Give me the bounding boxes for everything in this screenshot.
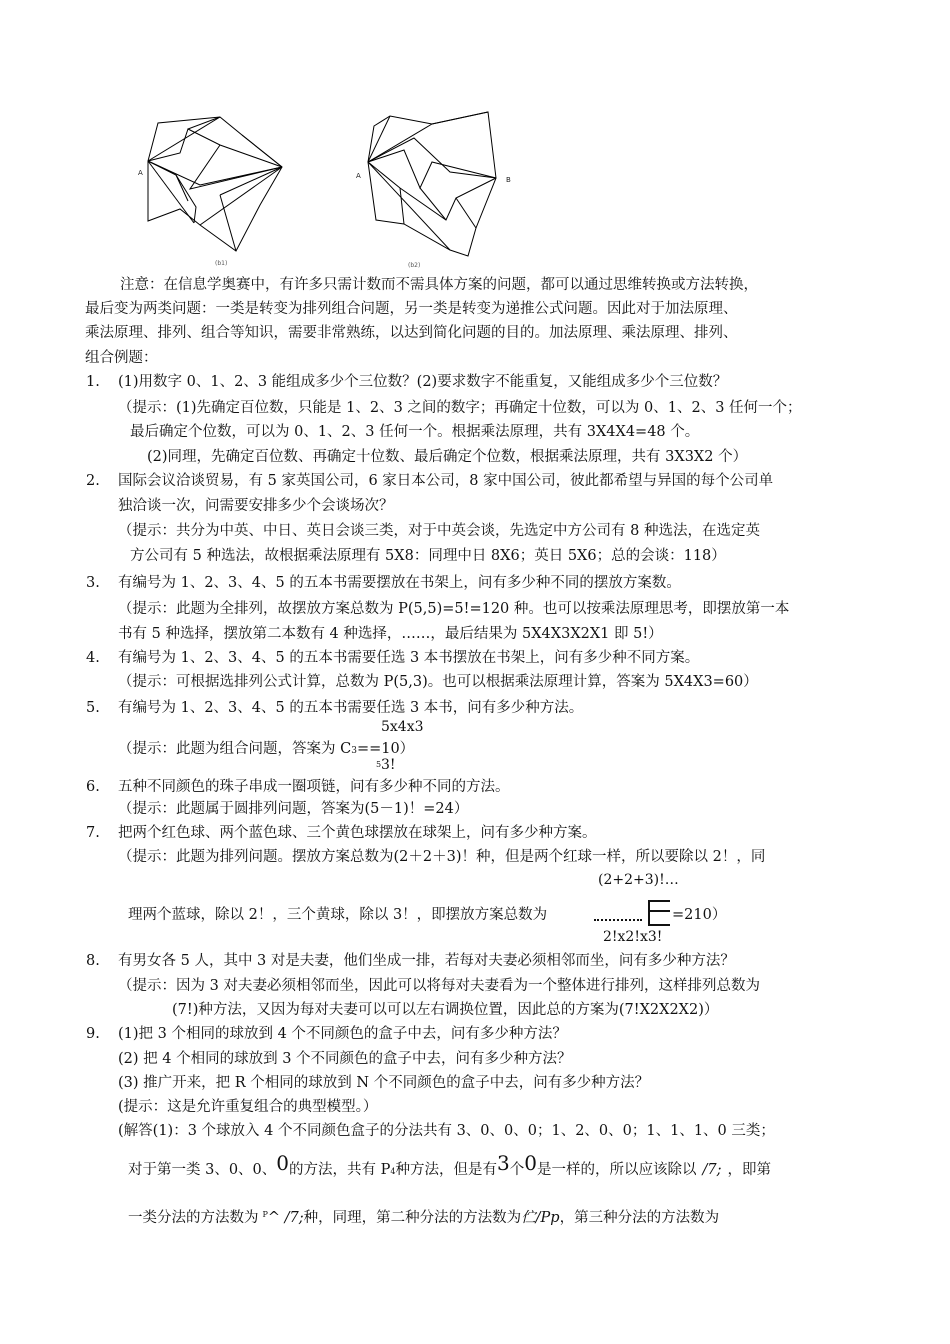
p9-line-6: 对于第一类 3、0、0、0的方法，共有 P4种方法，但是有3个0是一样的，所以应该除以 /7; ，即第 <box>128 1151 771 1178</box>
p2-line-4: 方公司有 5 种选法，故根据乘法原理有 5X8：同理中日 8X6；英日 5X6；总的会谈：118） <box>130 548 726 564</box>
p2-line-2: 独洽谈一次，问需要安排多少个会谈场次？ <box>118 498 394 514</box>
p9-line-1: (1)把 3 个相同的球放到 4 个不同颜色的盒子中去，问有多少种方法？ <box>118 1026 567 1042</box>
p7-bracket-mark <box>648 900 670 926</box>
intro-line-4: 组合例题： <box>85 350 158 366</box>
graph-left-drawing <box>140 105 300 255</box>
p1-line-4: (2)同理，先确定百位数、再确定十位数、最后确定个位数，根据乘法原理，共有 3X3X2 个） <box>147 449 748 465</box>
p7-line-1: 把两个红色球、两个蓝色球、三个黄色球摆放在球架上，问有多少种方案。 <box>118 825 597 841</box>
p6-line-1: 五种不同颜色的珠子串成一圈项链，问有多少种不同的方法。 <box>118 779 510 795</box>
fig-left-caption: (b1) <box>215 260 228 267</box>
p9-line-3: (3) 推广开来，把 R 个相同的球放到 N 个不同颜色的盒子中去，问有多少种方法？ <box>118 1075 650 1091</box>
p6-line-2: （提示：此题属于圆排列问题，答案为(5－1)！=24） <box>118 801 469 817</box>
p5-fraction-denominator: 3! <box>381 757 396 773</box>
p8-line-1: 有男女各 5 人，其中 3 对是夫妻，他们坐成一排，若每对夫妻必须相邻而坐，问有多少种方法？ <box>118 953 735 969</box>
p1-line-3: 最后确定个位数，可以为 0、1、2、3 任何一个。根据乘法原理，共有 3X4X4=48 个。 <box>130 424 700 440</box>
problem-number-4: 4. <box>86 650 100 666</box>
p7-line-2: （提示：此题为排列问题。摆放方案总数为(2＋2＋3)！种，但是两个红球一样，所以要除以 2！，同 <box>118 849 766 865</box>
p4-line-1: 有编号为 1、2、3、4、5 的五本书需要任选 3 本书摆放在书架上，问有多少种不同方案。 <box>118 650 700 666</box>
p9-line-5: (解答(1)：3 个球放入 4 个不同颜色盒子的分法共有 3、0、0、0；1、2、0、0；1、1、1、0 三类； <box>118 1123 775 1139</box>
p4-line-2: （提示：可根据选排列公式计算，总数为 P(5,3)。也可以根据乘法原理计算，答案为 5X4X3=60） <box>118 674 758 690</box>
p5-fraction-prefix: 5 <box>376 760 382 769</box>
intro-line-3: 乘法原理、排列、组合等知识，需要非常熟练，以达到简化问题的目的。加法原理、乘法原理、排列、 <box>85 325 738 341</box>
fig-right-label-b: B <box>506 176 511 184</box>
graph-figure-right <box>356 110 511 269</box>
problem-number-6: 6. <box>86 779 100 795</box>
problem-number-8: 8. <box>86 953 100 969</box>
problem-number-9: 9. <box>86 1026 100 1042</box>
intro-line-2: 最后变为两类问题：一类是转变为排列组合问题，另一类是转变为递推公式问题。因此对于加法原理、 <box>85 301 738 317</box>
p3-line-3: 书有 5 种选择，摆放第二本数有 4 种选择，……，最后结果为 5X4X3X2X1 即 5!） <box>118 626 663 642</box>
fig-right-label-a: A <box>356 172 361 180</box>
p5-fraction-numerator: 5x4x3 <box>381 719 424 735</box>
p2-line-3: （提示：共分为中英、中日、英日会谈三类，对于中英会谈，先选定中方公司有 8 种选法，在选定英 <box>118 523 760 539</box>
graph-right-drawing <box>360 110 510 260</box>
p3-line-1: 有编号为 1、2、3、4、5 的五本书需要摆放在书架上，问有多少种不同的摆放方案数。 <box>118 575 681 591</box>
fig-left-label-a: A <box>138 169 143 177</box>
intro-line-1: 注意：在信息学奥赛中，有许多只需计数而不需具体方案的问题，都可以通过思维转换或方法转换， <box>120 277 758 293</box>
p8-line-3: (7!)种方法，又因为每对夫妻可以可以左右调换位置，因此总的方案为(7!X2X2X2)） <box>172 1002 719 1018</box>
p3-line-2: （提示：此题为全排列，故摆放方案总数为 P(5,5)=5!=120 种。也可以按乘法原理思考，即摆放第一本 <box>118 601 790 617</box>
p5-line-1: 有编号为 1、2、3、4、5 的五本书需要任选 3 本书，问有多少种方法。 <box>118 700 584 716</box>
p9-line-2: (2) 把 4 个相同的球放到 3 个不同颜色的盒子中去，问有多少种方法？ <box>118 1051 572 1067</box>
p1-line-2: （提示：(1)先确定百位数，只能是 1、2、3 之间的数字；再确定十位数，可以为 0、1、2、3 任何一个； <box>118 400 802 416</box>
graph-figure-left <box>138 105 300 267</box>
problem-number-2: 2. <box>86 473 100 489</box>
p2-line-1: 国际会议洽谈贸易，有 5 家英国公司，6 家日本公司，8 家中国公司，彼此都希望与异国的每个公司单 <box>118 473 774 489</box>
p8-line-2: （提示：因为 3 对夫妻必须相邻而坐，因此可以将每对夫妻看为一个整体进行排列，这样排列总数为 <box>118 978 760 994</box>
p7-fraction-denominator: 2!x2!x3! <box>603 929 663 945</box>
p5-hint: （提示：此题为组合问题，答案为 C3==10） <box>118 741 415 757</box>
problem-number-1: 1. <box>86 374 100 390</box>
fig-right-caption: (b2) <box>408 262 421 269</box>
p9-line-4: (提示：这是允许重复组合的典型模型。） <box>118 1099 378 1115</box>
p1-line-1: (1)用数字 0、1、2、3 能组成多少个三位数？(2)要求数字不能重复，又能组成多少个三位数？ <box>118 374 728 390</box>
p7-line-3: 理两个蓝球，除以 2！，三个黄球，除以 3！，即摆放方案总数为 <box>128 907 548 923</box>
p9-line-7: 一类分法的方法数为 $^P$^ /7;种，同理，第二种分法的方法数为伫/Pp，第三种分法的方法数为 <box>128 1210 720 1226</box>
p7-fraction-bar <box>594 919 642 921</box>
problem-number-7: 7. <box>86 825 100 841</box>
p7-fraction-numerator: (2+2+3)!… <box>598 872 679 888</box>
problem-number-3: 3. <box>86 575 100 591</box>
p7-result: =210） <box>672 907 727 923</box>
problem-number-5: 5. <box>86 700 100 716</box>
